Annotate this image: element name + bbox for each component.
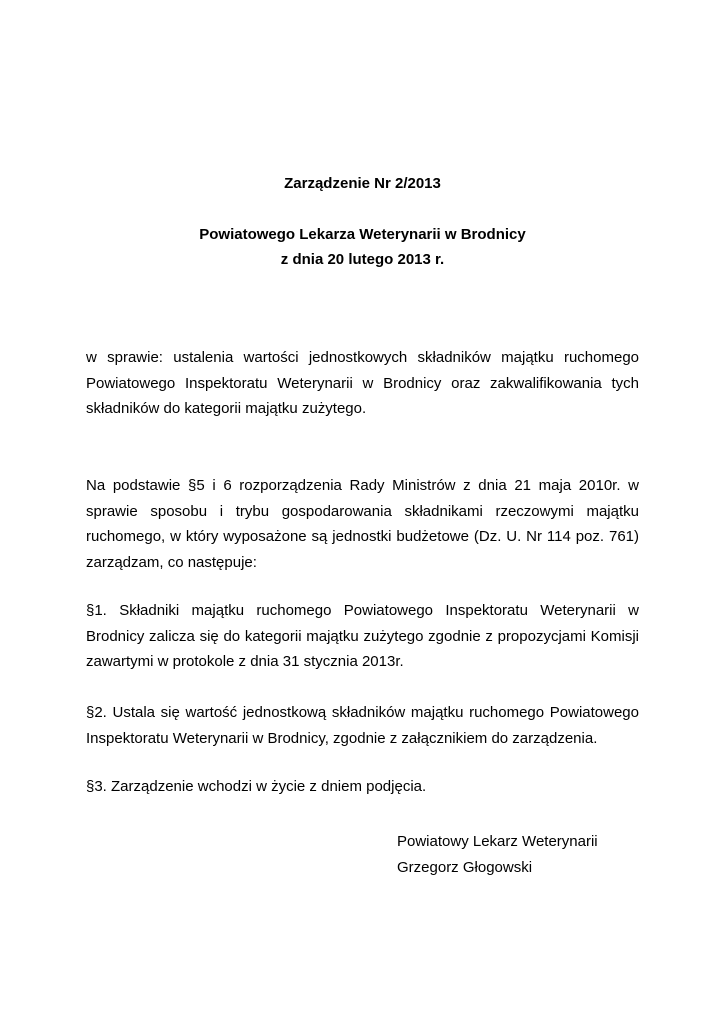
signature-block xyxy=(397,829,598,880)
document-issuer: Powiatowego Lekarza Weterynarii w Brodnicy xyxy=(199,226,526,243)
signature-name: Grzegorz Głogowski xyxy=(397,858,533,876)
section-3-paragraph: §3. Zarządzenie wchodzi w życie z dniem podjęcia. xyxy=(86,778,427,795)
section-2-paragraph: §2. Ustala się wartość jednostkową składników majątku ruchomego Powiatowego Inspektoratu Weterynarii w Brodnicy, zgodnie z załącznikiem do zarządzenia. xyxy=(86,704,639,747)
document-date: z dnia 20 lutego 2013 r. xyxy=(280,251,445,268)
legal-basis-paragraph: Na podstawie §5 i 6 rozporządzenia Rady Ministrów z dnia 21 maja 2010r. w sprawie sposobu i trybu gospodarowania składnikami rzeczowymi majątku ruchomego, w który wyposażone są jednostki budżetowe (Dz. U. Nr 114 poz. 761) zarządzam, co następuje: xyxy=(86,477,639,571)
document-title: Zarządzenie Nr 2/2013 xyxy=(284,175,441,192)
subject-paragraph: w sprawie: ustalenia wartości jednostkowych składników majątku ruchomego Powiatowego Inspektoratu Weterynarii w Brodnicy oraz zakwalifikowania tych składników do kategorii majątku zużytego. xyxy=(86,349,639,417)
signature-position: Powiatowy Lekarz Weterynarii xyxy=(397,833,598,850)
section-1-paragraph: §1. Składniki majątku ruchomego Powiatowego Inspektoratu Weterynarii w Brodnicy zalicza się do kategorii majątku zużytego zgodnie z propozycjami Komisji zawartymi w protokole z dnia 31 stycznia 2013r. xyxy=(86,602,639,670)
